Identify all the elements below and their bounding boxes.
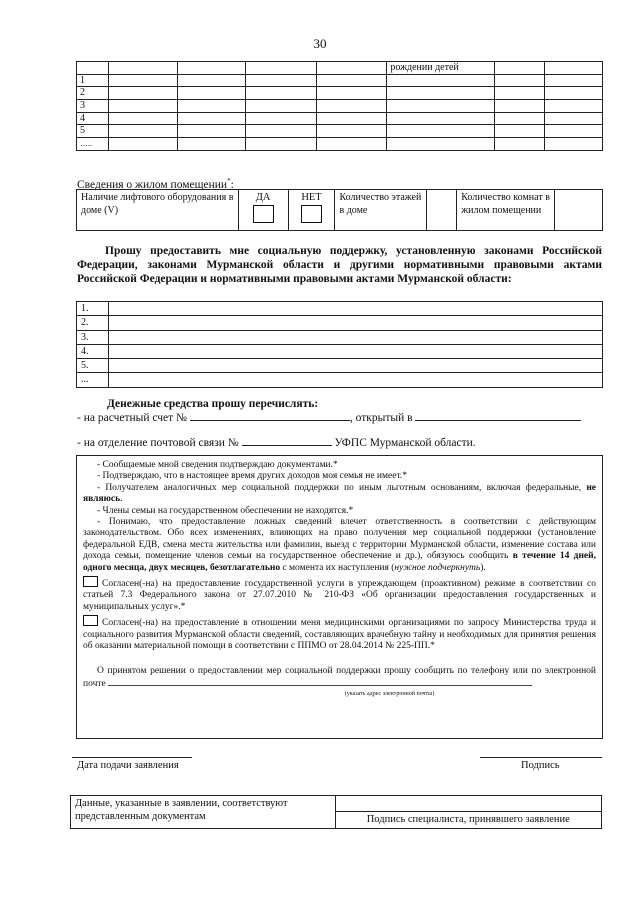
consent-medical-checkbox[interactable] (83, 615, 98, 626)
request-entry[interactable] (108, 330, 602, 344)
consent-proactive: Согласен(-на) на предоставление государственной услуги в упреждающем (проактивном) режиме в соответствии со статьей 7.3 Федерального закона от 27.07.2010 № 210-ФЗ «Об организации предоставления государственных и муниципальных услуг».* (83, 576, 596, 613)
housing-title: Сведения о жилом помещении*: (77, 177, 234, 191)
date-label: Дата подачи заявления (77, 760, 179, 771)
signature-line[interactable] (480, 757, 602, 758)
declaration-documents: - Сообщаемые мной сведения подтверждаю документами.* (97, 460, 338, 470)
elevator-yes-cell (238, 190, 288, 231)
table-row (77, 87, 603, 100)
table-row (77, 344, 603, 358)
yes-label: ДА (255, 192, 271, 203)
table-row (77, 316, 603, 330)
floors-value[interactable] (427, 190, 457, 231)
date-line[interactable] (72, 757, 192, 758)
consent-medical: Согласен(-на) на предоставление в отношении меня медицинскими организациями по запросу Министерства труда и социального развития Мурманской области сведений, составляющих врачебную тайну и необходимых для принятия решения об оказании материальной помощи в соответствии с ППМО от 28.04.2014 № 225-ПП.* (83, 615, 596, 652)
money-title: Денежные средства прошу перечислять: (107, 398, 319, 410)
row-number: ... (77, 373, 109, 387)
row-number: 1. (77, 302, 109, 316)
consent-proactive-checkbox[interactable] (83, 576, 98, 587)
verify-signature-field[interactable] (335, 796, 601, 812)
table-row (77, 138, 603, 151)
post-office-field[interactable] (242, 436, 332, 446)
verify-left: Данные, указанные в заявлении, соответствуют представленным документам (71, 796, 336, 829)
row-number: 2. (77, 316, 109, 330)
bank-name-field[interactable] (415, 411, 581, 421)
row-number: 1 (77, 74, 109, 87)
yes-checkbox[interactable] (253, 205, 274, 223)
declaration-income: - Подтверждаю, что в настоящее время других доходов моя семья не имеет.* (97, 471, 408, 482)
row-number: 4 (77, 112, 109, 125)
table-header-row (77, 62, 603, 75)
table-row (77, 125, 603, 138)
children-header-birth: рождении детей (387, 62, 495, 75)
request-text: Прошу предоставить мне социальную поддержку, установленную законами Российской Федерации, законами Мурманской области и другими нормативными правовыми актами Российской Федерации и нормативными правовыми актами Мурманской области: (77, 245, 602, 285)
request-entry[interactable] (108, 302, 602, 316)
no-label: НЕТ (301, 192, 322, 203)
request-entry[interactable] (108, 316, 602, 330)
declarations-box (76, 455, 603, 739)
account-number-field[interactable] (190, 411, 350, 421)
account-line: - на расчетный счет № , открытый в (77, 411, 581, 424)
declaration-other-benefits: - Получателем аналогичных мер социальной поддержки по иным льготным основаниям, включая федеральные, не являюсь. (83, 482, 597, 505)
row-number: 2 (77, 87, 109, 100)
row-number: ….. (77, 138, 109, 151)
row-number: 3 (77, 100, 109, 113)
table-row (77, 100, 603, 113)
page-number: 30 (313, 36, 327, 51)
declaration-responsibility: - Понимаю, что предоставление ложных сведений влечет ответственность в соответствии с действующим законодательством. Обо всех изменениях, влияющих на право получения мер социальной поддержки (установление федеральной ЕДВ, смена места жительства или фамилии, выезд с территории Мурманской области, изменение состава или дохода семьи, помещение членов семьи на государственное обеспечение и др.), обязуюсь сообщить в течение 14 дней, одного месяца, двух месяцев, безотлагательно с момента их наступления (нужное подчеркнуть). (83, 517, 596, 573)
request-entry[interactable] (108, 373, 602, 387)
table-row (77, 302, 603, 316)
floors-label: Количество этажей в доме (335, 190, 427, 231)
table-row (77, 359, 603, 373)
email-field[interactable] (108, 677, 532, 686)
elevator-label: Наличие лифтового оборудования в доме (V) (77, 190, 239, 231)
table-row (77, 112, 603, 125)
rooms-value[interactable] (555, 190, 603, 231)
table-row (77, 373, 603, 387)
request-table (76, 301, 603, 388)
no-checkbox[interactable] (301, 205, 322, 223)
elevator-no-cell (288, 190, 335, 231)
row-number: 3. (77, 330, 109, 344)
row-number: 4. (77, 344, 109, 358)
request-entry[interactable] (108, 344, 602, 358)
children-table (76, 61, 603, 151)
email-hint: (указать адрес электронной почты) (344, 691, 435, 698)
row-number: 5 (77, 125, 109, 138)
declaration-state-support: - Члены семьи на государственном обеспечении не находятся.* (97, 505, 354, 516)
rooms-label: Количество комнат в жилом помещении (457, 190, 555, 231)
signature-label: Подпись (521, 760, 560, 771)
table-row (77, 330, 603, 344)
housing-table (76, 189, 603, 231)
post-office-line: - на отделение почтовой связи № УФПС Мурманской области. (77, 437, 476, 449)
notify-text: О принятом решении о предоставлении мер социальной поддержки прошу сообщить по телефону или по электронной почте (83, 665, 596, 689)
verification-table (70, 795, 602, 829)
row-number: 5. (77, 359, 109, 373)
request-entry[interactable] (108, 359, 602, 373)
verify-right: Подпись специалиста, принявшего заявление (335, 812, 601, 829)
table-row (77, 74, 603, 87)
